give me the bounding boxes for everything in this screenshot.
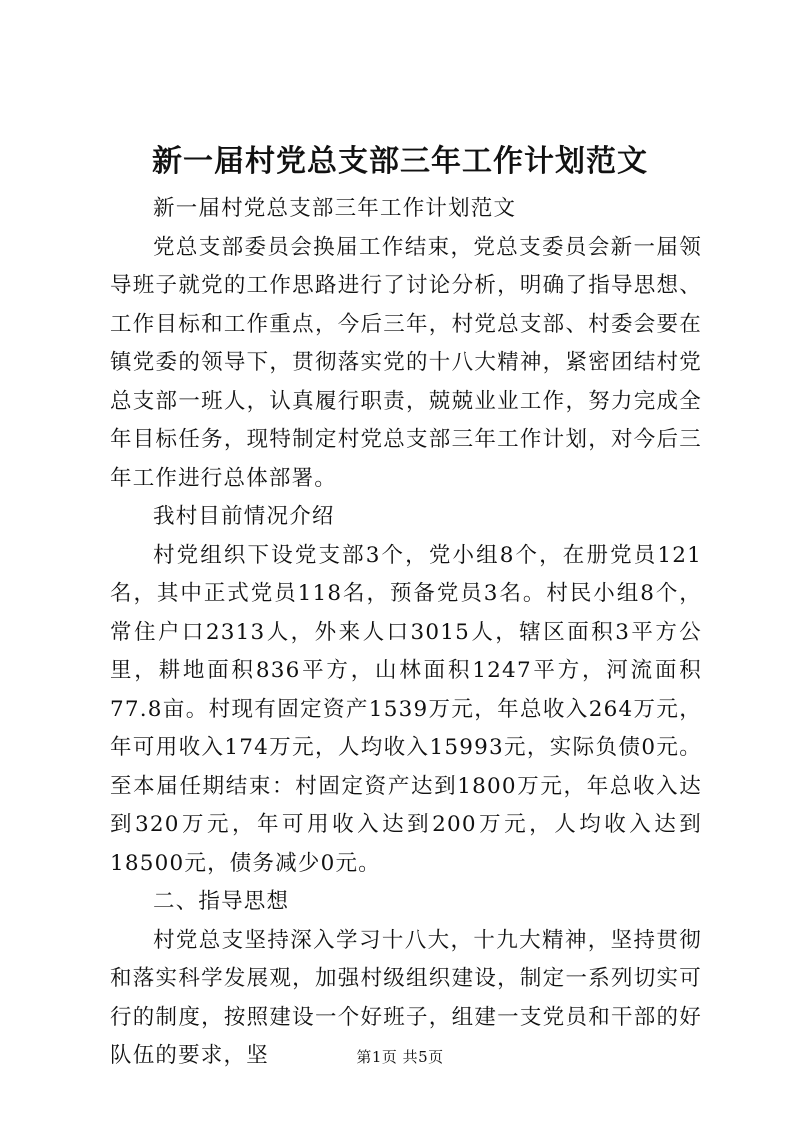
paragraph-subtitle: 新一届村党总支部三年工作计划范文 xyxy=(153,196,517,221)
document-body xyxy=(110,190,702,1076)
paragraph-intro: 党总支部委员会换届工作结束，党总支委员会新一届领导班子就党的工作思路进行了讨论分析，明确了指导思想、工作目标和工作重点，今后三年，村党总支部、村委会要在镇党委的领导下，贯彻落实党的十八大精神，紧密团结村党总支部一班人，认真履行职责，兢兢业业工作，努力完成全年目标任务，现特制定村党总支部三年工作计划，对今后三年工作进行总体部署。 xyxy=(110,234,702,491)
document-title: 新一届村党总支部三年工作计划范文 xyxy=(152,144,648,179)
section-heading-guiding-ideology: 二、指导思想 xyxy=(153,889,290,914)
paragraph-guiding-ideology: 村党总支坚持深入学习十八大，十九大精神，坚持贯彻和落实科学发展观，加强村级组织建设，制定一系列切实可行的制度，按照建设一个好班子，组建一支党员和干部的好队伍的要求，坚 xyxy=(110,927,702,1068)
section-heading-situation: 我村目前情况介绍 xyxy=(153,504,335,529)
page-footer: 第1页 共5页 xyxy=(356,1048,444,1066)
paragraph-situation: 村党组织下设党支部3个，党小组8个，在册党员121名，其中正式党员118名，预备党员3名。村民小组8个，常住户口2313人，外来人口3015人，辖区面积3平方公里，耕地面积836平方，山林面积1247平方，河流面积77.8亩。村现有固定资产1539万元，年总收入264万元，年可用收入174万元，人均收入15993元，实际负债0元。至本届任期结束：村固定资产达到1800万元，年总收入达到320万元，年可用收入达到200万元，人均收入达到18500元，债务减少0元。 xyxy=(110,542,702,876)
